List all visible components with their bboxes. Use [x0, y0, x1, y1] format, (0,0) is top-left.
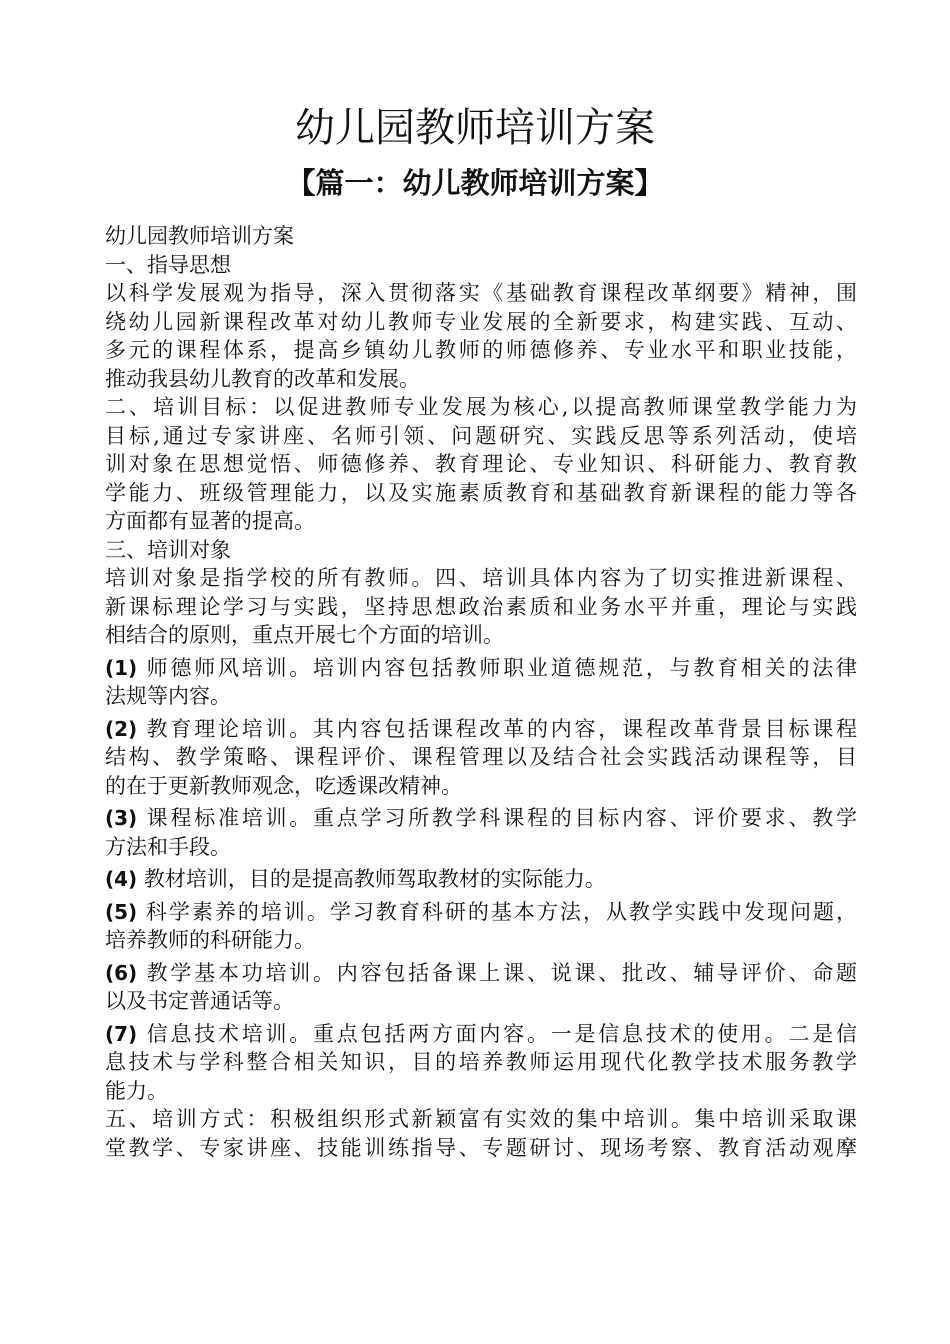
line-text: 教学基本功培训。内容包括备课上课、说课、批改、辅导评价、命题	[137, 960, 857, 985]
line-text: 幼儿园教师培训方案	[105, 224, 294, 248]
line-text: 以科学发展观为指导，深入贯彻落实《基础教育课程改革纲要》精神，围	[105, 281, 857, 305]
line-text: 教材培训，目的是提高教师驾取教材的实际能力。	[137, 867, 606, 891]
item-number: (3)	[105, 806, 138, 830]
line-text: 方面都有显著的提高。	[105, 509, 315, 533]
line-text: 堂教学、专家讲座、技能训练指导、专题研讨、现场考察、教育活动观摩	[105, 1135, 857, 1160]
line-text: 息技术与学科整合相关知识，目的培养教师运用现代化教学技术服务教学	[105, 1050, 857, 1074]
body-line	[105, 621, 857, 650]
item-number: (2)	[105, 716, 138, 741]
line-text: 二、培训目标：以促进教师专业发展为核心,以提高教师课堂教学能力为	[105, 395, 857, 419]
line-text: 训对象在思想觉悟、师德修养、教育理论、专业知识、科研能力、教育教	[105, 452, 857, 476]
item-number: (6)	[105, 960, 138, 985]
body-line	[105, 1020, 857, 1049]
line-text: 培养教师的科研能力。	[105, 928, 315, 952]
body-line	[105, 1105, 857, 1134]
document-body	[105, 222, 857, 1162]
line-text: 的在于更新教师观念，吃透课改精神。	[105, 773, 462, 798]
body-line	[105, 987, 857, 1016]
body-line	[105, 898, 857, 927]
body-line	[105, 308, 857, 337]
body-line	[105, 422, 857, 451]
body-line	[105, 1077, 857, 1106]
body-line	[105, 926, 857, 955]
document-title: 幼儿园教师培训方案	[295, 105, 655, 151]
body-line	[105, 251, 857, 280]
line-text: 目标,通过专家讲座、名师引领、问题研究、实践反思等系列活动，使培	[105, 423, 857, 448]
body-line	[105, 536, 857, 565]
item-number: (5)	[105, 899, 138, 924]
item-number: (4)	[105, 867, 138, 891]
body-line	[105, 959, 857, 988]
body-line	[105, 479, 857, 508]
line-text: 结构、教学策略、课程评价、课程管理以及结合社会实践活动课程等，目	[105, 745, 857, 769]
line-text: 绕幼儿园新课程改革对幼儿教师专业发展的全新要求，构建实践、互动、	[105, 309, 857, 334]
line-text: 课程标准培训。重点学习所教学科课程的目标内容、评价要求、教学	[137, 806, 857, 830]
line-text: 法规等内容。	[105, 684, 231, 708]
body-line	[105, 743, 857, 772]
line-text: 新课标理论学习与实践，坚持思想政治素质和业务水平并重，理论与实践	[105, 594, 857, 619]
line-text: 三、培训对象	[105, 537, 231, 562]
line-text: 多元的课程体系，提高乡镇幼儿教师的师德修养、专业水平和职业技能，	[105, 338, 857, 362]
body-line	[105, 772, 857, 801]
body-line	[105, 564, 857, 593]
body-line	[105, 1048, 857, 1077]
body-line	[105, 222, 857, 251]
body-line	[105, 365, 857, 394]
line-text: 能力。	[105, 1078, 168, 1103]
line-text: 信息技术培训。重点包括两方面内容。一是信息技术的使用。二是信	[137, 1021, 857, 1046]
document-subtitle: 【篇一：幼儿教师培训方案】	[286, 166, 664, 200]
line-text: 师德师风培训。培训内容包括教师职业道德规范，与教育相关的法律	[137, 655, 857, 680]
line-text: 五、培训方式：积极组织形式新颖富有实效的集中培训。集中培训采取课	[105, 1107, 857, 1131]
body-line	[105, 450, 857, 479]
body-line	[105, 279, 857, 308]
body-line	[105, 507, 857, 536]
line-text: 教育理论培训。其内容包括课程改革的内容，课程改革背景目标课程	[137, 716, 857, 741]
body-line	[105, 393, 857, 422]
line-text: 相结合的原则，重点开展七个方面的培训。	[105, 623, 504, 647]
body-line	[105, 593, 857, 622]
body-line	[105, 865, 857, 894]
item-number: (7)	[105, 1021, 138, 1046]
body-line	[105, 804, 857, 833]
line-text: 方法和手段。	[105, 834, 231, 859]
body-line	[105, 715, 857, 744]
line-text: 以及书定普通话等。	[105, 989, 294, 1013]
body-line	[105, 654, 857, 683]
body-line	[105, 833, 857, 862]
line-text: 培训对象是指学校的所有教师。四、培训具体内容为了切实推进新课程、	[105, 566, 857, 590]
line-text: 一、指导思想	[105, 252, 231, 277]
body-line	[105, 1134, 857, 1163]
item-number: (1)	[105, 655, 138, 680]
line-text: 推动我县幼儿教育的改革和发展。	[105, 366, 420, 391]
body-line	[105, 336, 857, 365]
line-text: 科学素养的培训。学习教育科研的基本方法，从教学实践中发现问题，	[137, 899, 857, 924]
body-line	[105, 682, 857, 711]
line-text: 学能力、班级管理能力，以及实施素质教育和基础教育新课程的能力等各	[105, 480, 857, 505]
